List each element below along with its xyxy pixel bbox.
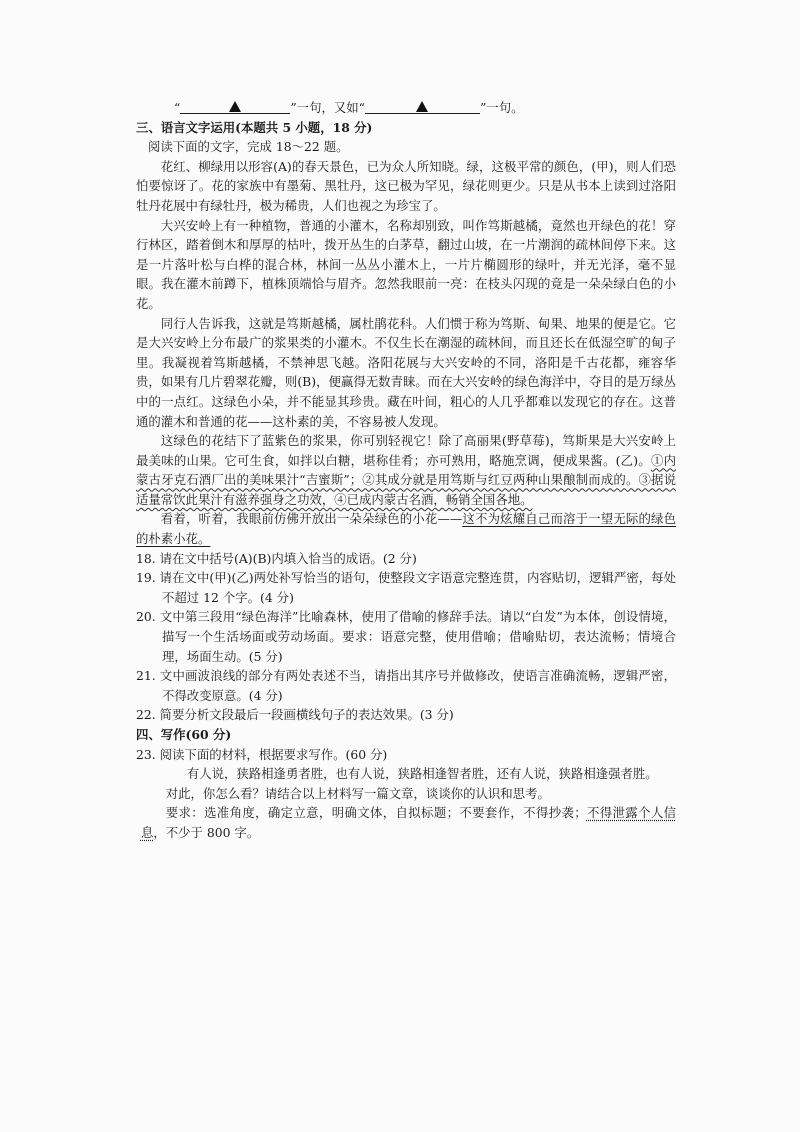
passage-paragraph-1: 花红、柳绿用以形容(A)的春天景色，已为众人所知晓。绿，这极平常的颜色，(甲)，则人们恐怕要惊讶了。花的家族中有墨菊、黑牡丹，这已极为罕见，绿花则更少。只是从书本上读到过洛阳牡丹花展中有绿牡丹，极为稀贵，人们也视之为珍宝了。 [136, 158, 676, 213]
question-20: 20. 文中第三段用“绿色海洋”比喻森林，使用了借喻的修辞手法。请以“白发”为本体，创设情境，描写一个生活场面或劳动场面。要求：语意完整，使用借喻；借喻贴切，表达流畅；情境合理，场面生动。(5 分) [136, 609, 676, 664]
underlined-sentence: 这不为炫耀自己而溶于一望无际的绿色的朴素小花。 [136, 511, 677, 547]
question-21: 21. 文中画波浪线的部分有两处表述不当，请指出其序号并做修改，使语言准确流畅，逻辑严密，不得改变原意。(4 分) [136, 668, 676, 703]
passage-paragraph-3: 同行人告诉我，这就是笃斯越橘，属杜鹃花科。人们惯于称为笃斯、甸果、地果的便是它。它是大兴安岭上分布最广的浆果类的小灌木。不仅生长在潮湿的疏林间，而且还长在低湿空旷的甸子里。我凝视着笃斯越橘，不禁神思飞越。洛阳花展与大兴安岭的不同，洛阳是千古花都，雍容华贵，如果有几片碧翠花瓣，则(B)，便赢得无数青睐。而在大兴安岭的绿色海洋中，夺目的是万绿丛中的一点红。这绿色小朵，并不能显其珍贵。藏在叶间，粗心的人几乎都难以发现它的存在。这普通的灌木和普通的花——这朴素的美，不容易被人发现。 [136, 315, 676, 429]
writing-requirements [136, 803, 676, 842]
writing-prompt: 对此，你怎么看？请结合以上材料写一篇文章，谈谈你的认识和思考。 [165, 785, 550, 801]
open-quote: “ [174, 100, 181, 115]
section-4-title: 四、写作(60 分) [136, 727, 232, 742]
fill-in-line [136, 98, 676, 118]
passage-paragraph-2: 大兴安岭上有一种植物，普通的小灌木，名称却别致，叫作笃斯越橘，竟然也开绿色的花！穿行林区，踏着倒木和厚厚的枯叶，拨开丛生的白茅草，翻过山坡，在一片潮润的疏林间停下来。这是一片落叶松与白桦的混合林，林间一丛丛小灌木上，一片片椭圆形的绿叶，并无光泽，毫不显眼。我在灌木前蹲下，植株顶端恰与眉齐。忽然我眼前一亮：在枝头闪现的竟是一朵朵绿白色的小花。 [136, 217, 676, 311]
question-22: 22. 简要分析文段最后一段画横线句子的表达效果。(3 分) [136, 707, 454, 723]
paragraph-5-text: 看着，听着，我眼前仿佛开放出一朵朵绿色的小花—— [160, 511, 463, 527]
triangle-marker-icon [416, 101, 428, 112]
reading-intro: 阅读下面的文字，完成 18～22 题。 [148, 139, 349, 155]
requirements-text: 要求：选准角度，确定立意，明确文体，自拟标题；不要套作，不得抄袭； [165, 805, 587, 821]
question-18: 18. 请在文中括号(A)(B)内填入恰当的成语。(2 分) [136, 550, 417, 566]
exam-page [136, 98, 676, 843]
passage-paragraph-5 [136, 509, 676, 548]
writing-material: 有人说，狭路相逢勇者胜，也有人说，狭路相逢智者胜，还有人说，狭路相逢强者胜。 [186, 766, 658, 782]
question-23-stem: 23. 阅读下面的材料，根据要求写作。(60 分) [136, 746, 388, 762]
paragraph-4-text: 这绿色的花结下了蓝紫色的浆果，你可别轻视它！除了高丽果(野草莓)，笃斯果是大兴安岭上最美味的山果。它可生食，如拌以白糖，堪称佳肴；亦可熟用，略施烹调，便成果酱。(乙)。 [136, 433, 676, 468]
fill-in-mid-text: ”一句，又如“ [290, 100, 365, 115]
passage-paragraph-4 [136, 431, 676, 509]
triangle-marker-icon [229, 101, 241, 112]
wavy-underlined-text: ①内蒙古牙克石酒厂出的美味果汁“吉蜜斯”；②其成分就是用笃斯与红豆两种山果酿制而成的。③据说适量常饮此果汁有滋养强身之功效，④已成内蒙古名酒，畅销全国各地。 [136, 452, 676, 507]
emphasized-requirement: 不得泄露个人信息 [140, 805, 676, 840]
section-3-title: 三、语言文字运用(本题共 5 小题，18 分) [136, 119, 373, 135]
question-19: 19. 请在文中(甲)(乙)两处补写恰当的语句，使整段文字语意完整连贯，内容贴切，逻辑严密，每处不超过 12 个字。(4 分) [136, 570, 676, 605]
answer-blank-2[interactable] [365, 99, 480, 114]
requirements-end: ，不少于 800 字。 [153, 824, 260, 840]
fill-in-end-text: ”一句。 [479, 100, 524, 115]
answer-blank-1[interactable] [180, 99, 290, 114]
